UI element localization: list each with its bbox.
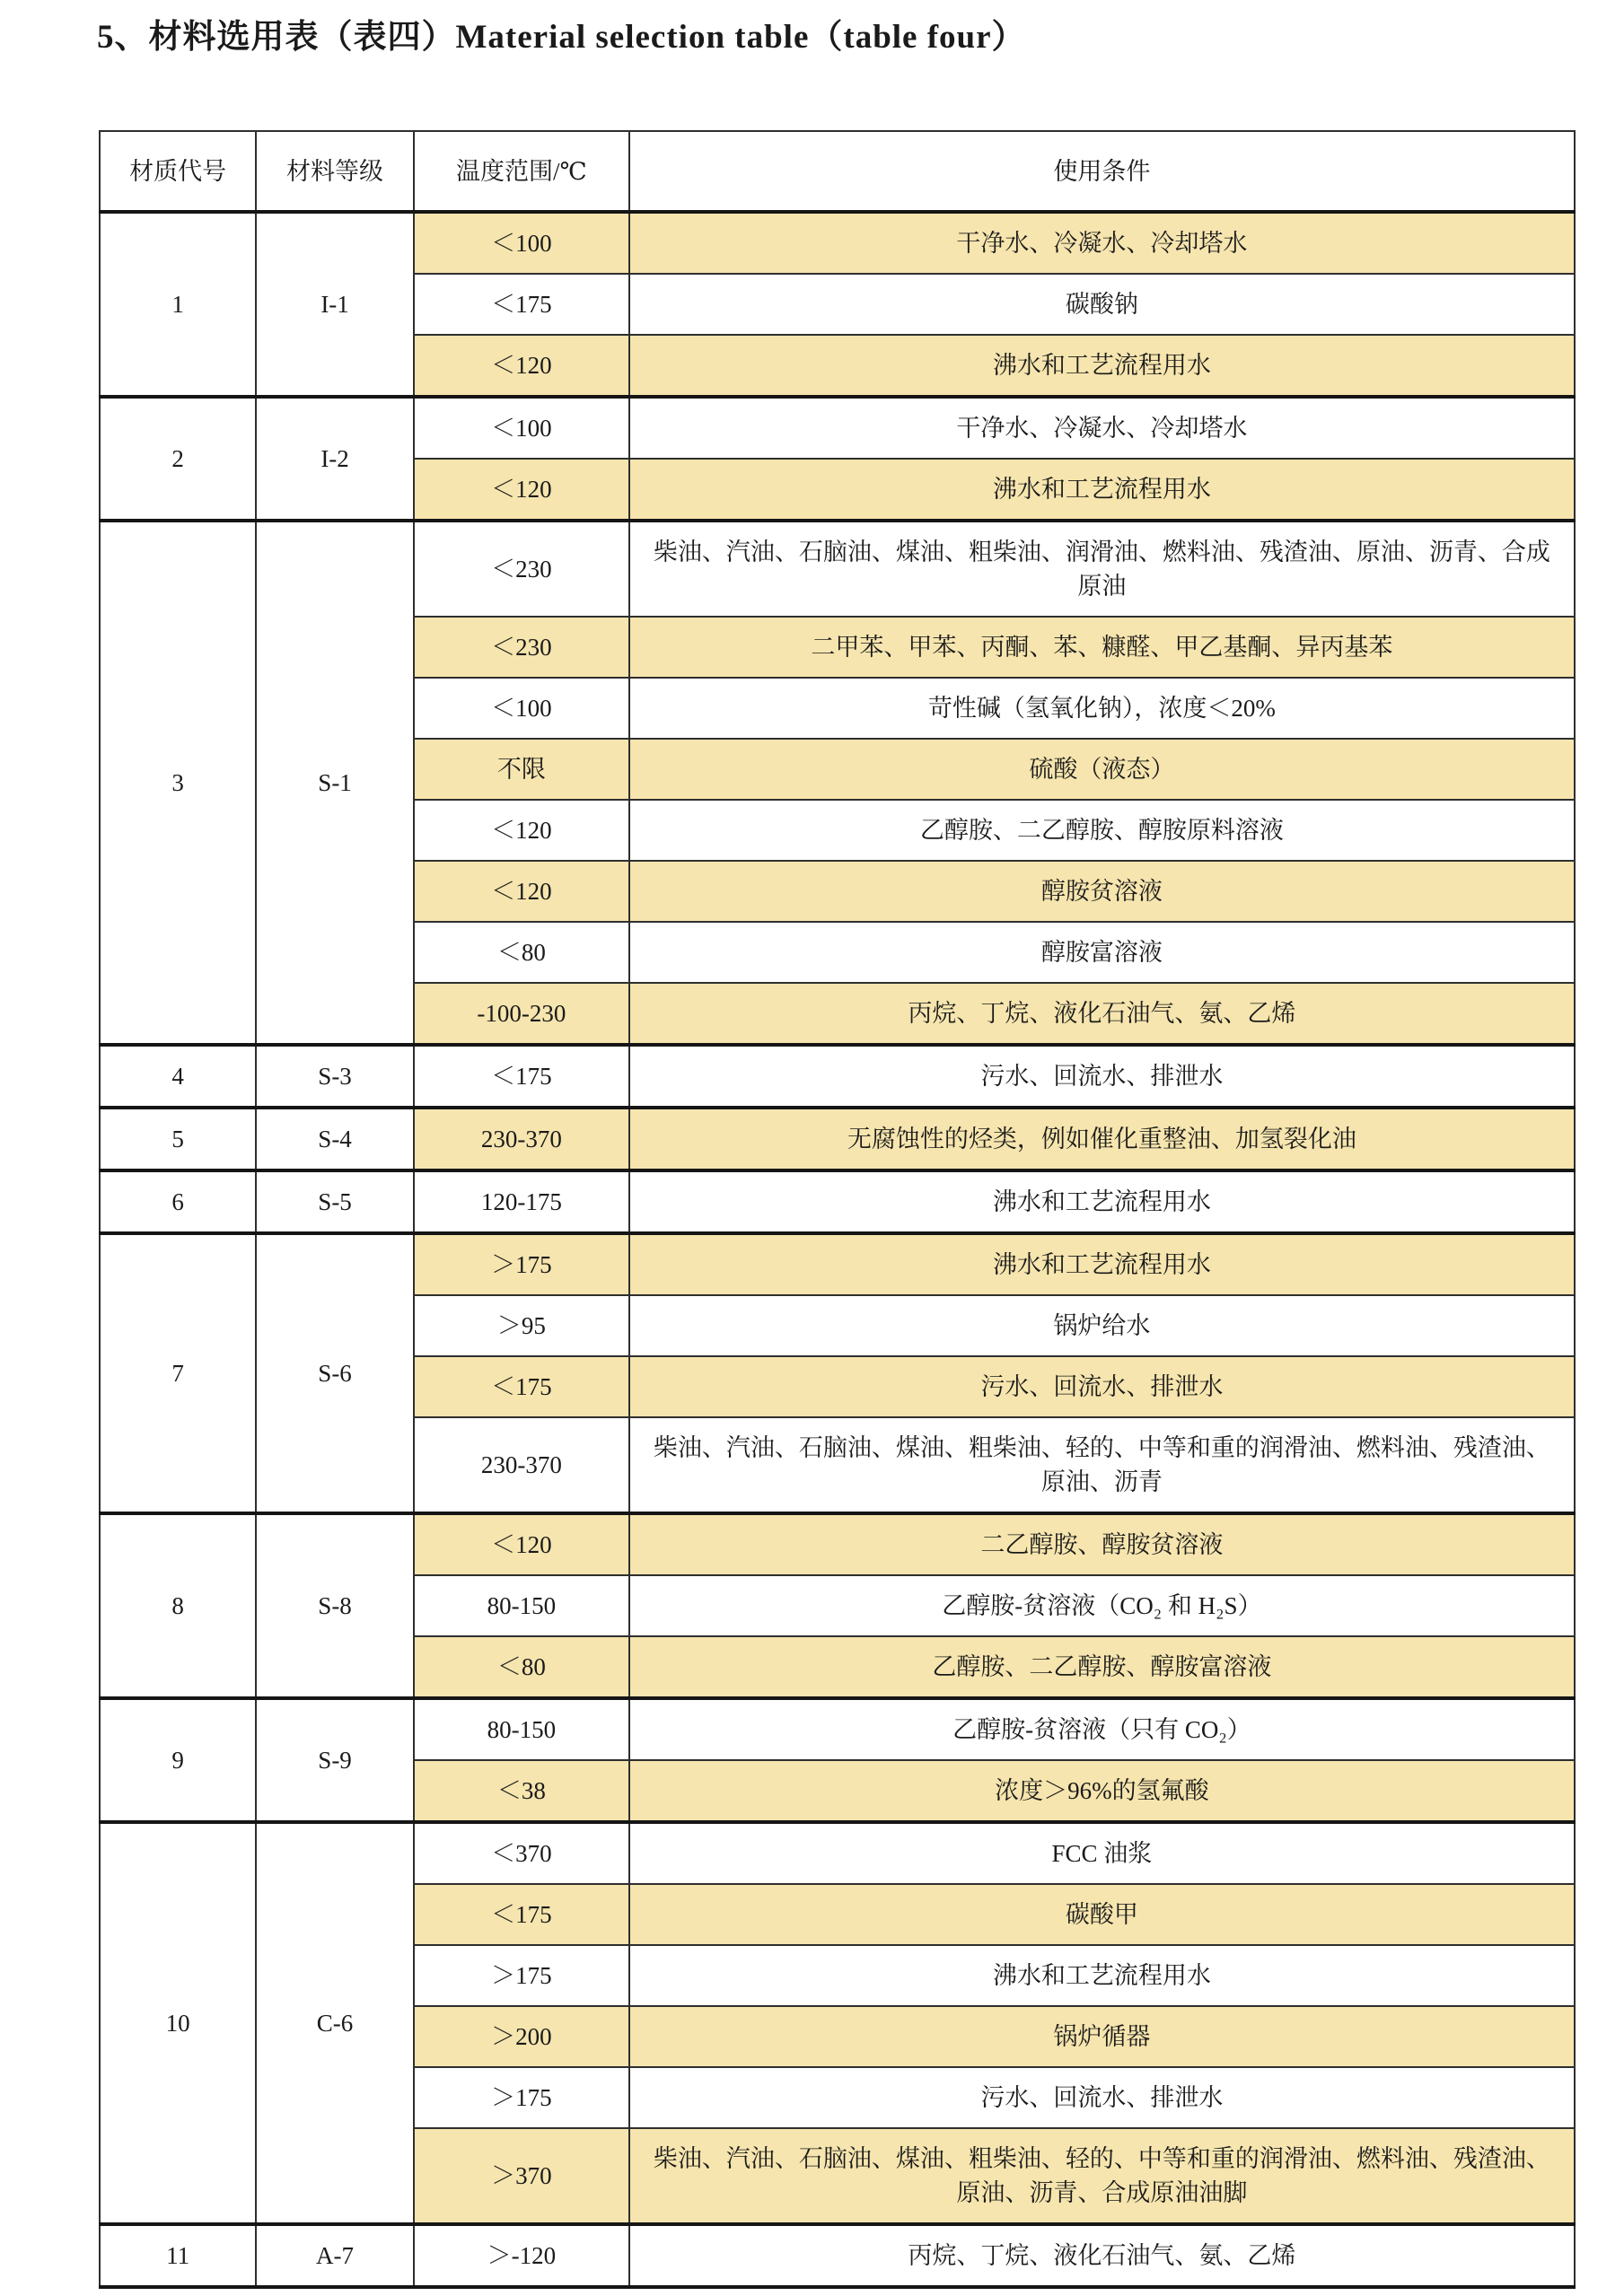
- material-grade-cell: S-5: [256, 1170, 414, 1233]
- temp-range-cell: 120-175: [414, 1170, 629, 1233]
- page-title: 5、材料选用表（表四）Material selection table（table four）: [97, 19, 1026, 56]
- material-grade-cell: S-9: [256, 1698, 414, 1822]
- material-grade-cell: I-2: [256, 397, 414, 521]
- use-condition-cell: 锅炉循器: [629, 2006, 1575, 2067]
- temp-range-cell: 80-150: [414, 1575, 629, 1636]
- temp-range-cell: 不限: [414, 739, 629, 800]
- temp-range-cell: -100-230: [414, 983, 629, 1045]
- material-code-cell: 4: [100, 1045, 256, 1108]
- use-condition-cell: 二甲苯、甲苯、丙酮、苯、糠醛、甲乙基酮、异丙基苯: [629, 617, 1575, 678]
- temp-range-cell: ＜100: [414, 397, 629, 459]
- temp-range-cell: ＜120: [414, 800, 629, 861]
- material-code-cell: 3: [100, 521, 256, 1045]
- temp-range-cell: ＞175: [414, 1945, 629, 2006]
- temp-range-cell: ＜230: [414, 521, 629, 617]
- table-row: [100, 1233, 1575, 1295]
- table-row: [100, 521, 1575, 617]
- use-condition-cell: 丙烷、丁烷、液化石油气、氨、乙烯: [629, 2224, 1575, 2287]
- use-condition-cell: 乙醇胺-贫溶液（CO₂ 和 H₂S）: [629, 1575, 1575, 1636]
- use-condition-cell: 沸水和工艺流程用水: [629, 1233, 1575, 1295]
- temp-range-cell: ＜100: [414, 678, 629, 739]
- table-row: [100, 1822, 1575, 1884]
- material-grade-cell: S-3: [256, 1045, 414, 1108]
- temp-range-cell: ＞175: [414, 1233, 629, 1295]
- header-material-code: 材质代号: [100, 131, 256, 212]
- temp-range-cell: ＜120: [414, 335, 629, 397]
- table-row: [100, 1698, 1575, 1760]
- material-grade-cell: C-6: [256, 1822, 414, 2224]
- use-condition-cell: 沸水和工艺流程用水: [629, 1945, 1575, 2006]
- table-row: [100, 212, 1575, 274]
- temp-range-cell: ＞95: [414, 1295, 629, 1356]
- use-condition-cell: 污水、回流水、排泄水: [629, 1356, 1575, 1417]
- use-condition-cell: 污水、回流水、排泄水: [629, 2067, 1575, 2128]
- use-condition-cell: 苛性碱（氢氧化钠），浓度＜20%: [629, 678, 1575, 739]
- material-selection-table: [99, 130, 1576, 2289]
- use-condition-cell: 二乙醇胺、醇胺贫溶液: [629, 1513, 1575, 1575]
- temp-range-cell: 230-370: [414, 1417, 629, 1513]
- header-row: [100, 131, 1575, 212]
- use-condition-cell: 醇胺贫溶液: [629, 861, 1575, 922]
- table-row: [100, 1513, 1575, 1575]
- material-code-cell: 1: [100, 212, 256, 397]
- temp-range-cell: ＜175: [414, 1884, 629, 1945]
- temp-range-cell: ＞200: [414, 2006, 629, 2067]
- use-condition-cell: 乙醇胺、二乙醇胺、醇胺富溶液: [629, 1636, 1575, 1698]
- table-row: [100, 1108, 1575, 1170]
- header-temp-range: 温度范围/℃: [414, 131, 629, 212]
- temp-range-cell: ＜120: [414, 861, 629, 922]
- temp-range-cell: ＜120: [414, 1513, 629, 1575]
- material-code-cell: 2: [100, 397, 256, 521]
- material-code-cell: 11: [100, 2224, 256, 2287]
- material-grade-cell: S-6: [256, 1233, 414, 1513]
- material-code-cell: 5: [100, 1108, 256, 1170]
- use-condition-cell: 污水、回流水、排泄水: [629, 1045, 1575, 1108]
- header-use-condition: 使用条件: [629, 131, 1575, 212]
- use-condition-cell: 沸水和工艺流程用水: [629, 335, 1575, 397]
- use-condition-cell: 柴油、汽油、石脑油、煤油、粗柴油、轻的、中等和重的润滑油、燃料油、残渣油、原油、沥青: [629, 1417, 1575, 1513]
- table-row: [100, 2224, 1575, 2287]
- material-grade-cell: S-4: [256, 1108, 414, 1170]
- use-condition-cell: 乙醇胺-贫溶液（只有 CO₂）: [629, 1698, 1575, 1760]
- use-condition-cell: FCC 油浆: [629, 1822, 1575, 1884]
- use-condition-cell: 乙醇胺、二乙醇胺、醇胺原料溶液: [629, 800, 1575, 861]
- table-body: [100, 212, 1575, 2287]
- temp-range-cell: ＜80: [414, 922, 629, 983]
- temp-range-cell: ＞175: [414, 2067, 629, 2128]
- temp-range-cell: ＜370: [414, 1822, 629, 1884]
- material-code-cell: 9: [100, 1698, 256, 1822]
- material-code-cell: 8: [100, 1513, 256, 1698]
- use-condition-cell: 柴油、汽油、石脑油、煤油、粗柴油、轻的、中等和重的润滑油、燃料油、残渣油、原油、沥青、合成原油油脚: [629, 2128, 1575, 2224]
- temp-range-cell: ＜80: [414, 1636, 629, 1698]
- material-grade-cell: I-1: [256, 212, 414, 397]
- use-condition-cell: 干净水、冷凝水、冷却塔水: [629, 397, 1575, 459]
- temp-range-cell: ＜100: [414, 212, 629, 274]
- material-grade-cell: S-8: [256, 1513, 414, 1698]
- use-condition-cell: 浓度＞96%的氢氟酸: [629, 1760, 1575, 1822]
- use-condition-cell: 柴油、汽油、石脑油、煤油、粗柴油、润滑油、燃料油、残渣油、原油、沥青、合成原油: [629, 521, 1575, 617]
- use-condition-cell: 碳酸甲: [629, 1884, 1575, 1945]
- use-condition-cell: 沸水和工艺流程用水: [629, 1170, 1575, 1233]
- use-condition-cell: 碳酸钠: [629, 274, 1575, 335]
- temp-range-cell: ＞370: [414, 2128, 629, 2224]
- table-row: [100, 1045, 1575, 1108]
- use-condition-cell: 丙烷、丁烷、液化石油气、氨、乙烯: [629, 983, 1575, 1045]
- use-condition-cell: 硫酸（液态）: [629, 739, 1575, 800]
- use-condition-cell: 醇胺富溶液: [629, 922, 1575, 983]
- temp-range-cell: ＜175: [414, 1045, 629, 1108]
- material-code-cell: 10: [100, 1822, 256, 2224]
- use-condition-cell: 锅炉给水: [629, 1295, 1575, 1356]
- header-material-grade: 材料等级: [256, 131, 414, 212]
- use-condition-cell: 无腐蚀性的烃类，例如催化重整油、加氢裂化油: [629, 1108, 1575, 1170]
- table-row: [100, 1170, 1575, 1233]
- temp-range-cell: ＜175: [414, 274, 629, 335]
- use-condition-cell: 干净水、冷凝水、冷却塔水: [629, 212, 1575, 274]
- temp-range-cell: 80-150: [414, 1698, 629, 1760]
- temp-range-cell: ＜230: [414, 617, 629, 678]
- table-row: [100, 397, 1575, 459]
- temp-range-cell: ＞-120: [414, 2224, 629, 2287]
- material-code-cell: 6: [100, 1170, 256, 1233]
- temp-range-cell: ＜38: [414, 1760, 629, 1822]
- use-condition-cell: 沸水和工艺流程用水: [629, 459, 1575, 521]
- temp-range-cell: ＜120: [414, 459, 629, 521]
- material-grade-cell: S-1: [256, 521, 414, 1045]
- table-header: [100, 131, 1575, 212]
- temp-range-cell: 230-370: [414, 1108, 629, 1170]
- temp-range-cell: ＜175: [414, 1356, 629, 1417]
- material-code-cell: 7: [100, 1233, 256, 1513]
- material-grade-cell: A-7: [256, 2224, 414, 2287]
